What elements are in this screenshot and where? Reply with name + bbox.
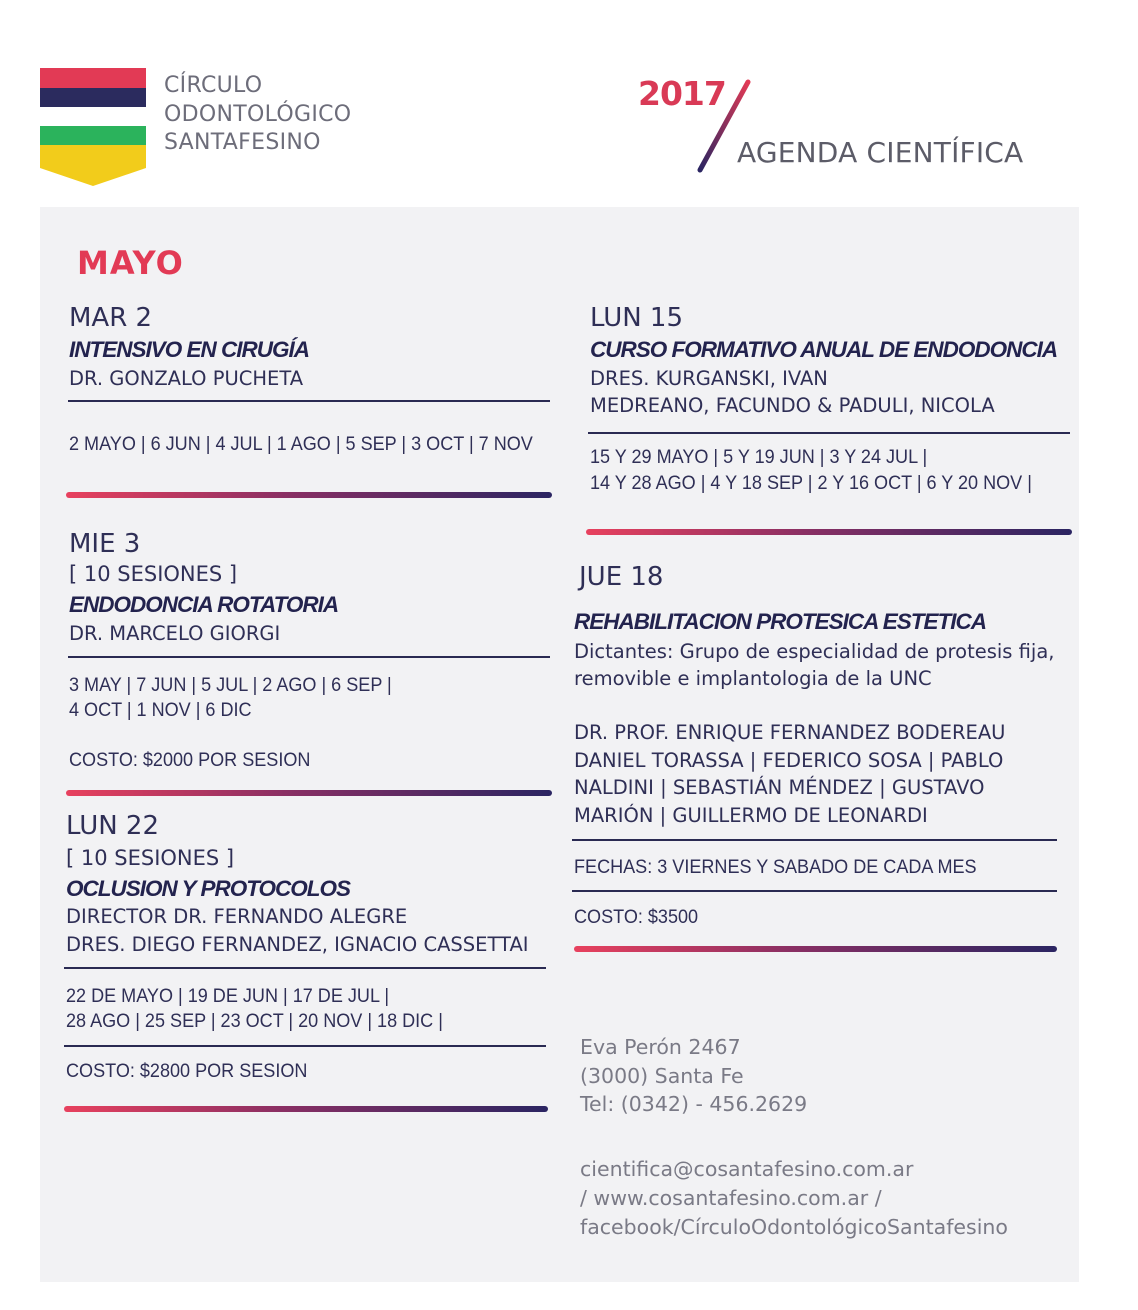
event-description: Dictantes: Grupo de especialidad de protesis fija, bbox=[574, 640, 1055, 663]
event-title: ENDODONCIA ROTATORIA bbox=[69, 592, 339, 617]
event-title: INTENSIVO EN CIRUGÍA bbox=[69, 337, 310, 362]
divider bbox=[68, 400, 550, 402]
divider bbox=[64, 967, 546, 969]
org-line-2: ODONTOLÓGICO bbox=[164, 101, 352, 127]
event-dates: 14 Y 28 AGO | 4 Y 18 SEP | 2 Y 16 OCT | 6 Y 20 NOV | bbox=[590, 473, 1032, 494]
event-dates: FECHAS: 3 VIERNES Y SABADO DE CADA MES bbox=[574, 857, 977, 878]
event-date: LUN 15 bbox=[590, 303, 684, 333]
year-label: 2017 bbox=[638, 74, 726, 113]
event-dates: 4 OCT | 1 NOV | 6 DIC bbox=[69, 700, 252, 721]
event-title: REHABILITACION PROTESICA ESTETICA bbox=[574, 609, 987, 634]
contact-phone: Tel: (0342) - 456.2629 bbox=[580, 1092, 808, 1116]
event-speaker: DANIEL TORASSA | FEDERICO SOSA | PABLO bbox=[574, 749, 1004, 772]
event-date: LUN 22 bbox=[66, 811, 160, 841]
event-speaker: DR. GONZALO PUCHETA bbox=[69, 367, 304, 390]
event-date: MIE 3 bbox=[69, 529, 141, 559]
contact-facebook[interactable]: facebook/CírculoOdontológicoSantafesino bbox=[580, 1215, 1008, 1239]
section-separator bbox=[586, 529, 1072, 535]
event-description: removible e implantologia de la UNC bbox=[574, 667, 932, 690]
event-dates: 15 Y 29 MAYO | 5 Y 19 JUN | 3 Y 24 JUL | bbox=[590, 447, 928, 468]
contact-address: Eva Perón 2467 bbox=[580, 1035, 741, 1059]
event-cost: COSTO: $2000 POR SESION bbox=[69, 750, 311, 771]
section-separator bbox=[66, 790, 552, 796]
event-speaker: DR. PROF. ENRIQUE FERNANDEZ BODEREAU bbox=[574, 721, 1006, 744]
event-sessions: [ 10 SESIONES ] bbox=[69, 562, 238, 586]
event-cost: COSTO: $3500 bbox=[574, 907, 699, 928]
section-separator bbox=[574, 946, 1057, 952]
event-title: CURSO FORMATIVO ANUAL DE ENDODONCIA bbox=[590, 337, 1058, 362]
divider bbox=[64, 1045, 546, 1047]
event-sessions: [ 10 SESIONES ] bbox=[66, 846, 235, 870]
event-cost: COSTO: $2800 POR SESION bbox=[66, 1061, 308, 1082]
organization-name bbox=[164, 72, 351, 158]
event-speaker: DRES. DIEGO FERNANDEZ, IGNACIO CASSETTAI bbox=[66, 933, 529, 956]
event-dates: 22 DE MAYO | 19 DE JUN | 17 DE JUL | bbox=[66, 986, 390, 1007]
event-speaker: MARIÓN | GUILLERMO DE LEONARDI bbox=[574, 804, 928, 827]
divider bbox=[68, 656, 550, 658]
event-speaker: DR. MARCELO GIORGI bbox=[69, 622, 281, 645]
section-separator bbox=[64, 1106, 548, 1112]
event-speaker: MEDREANO, FACUNDO & PADULI, NICOLA bbox=[590, 394, 995, 417]
event-dates: 28 AGO | 25 SEP | 23 OCT | 20 NOV | 18 DIC | bbox=[66, 1011, 443, 1032]
contact-email[interactable]: cientifica@cosantafesino.com.ar bbox=[580, 1157, 914, 1181]
divider bbox=[588, 432, 1070, 434]
contact-city: (3000) Santa Fe bbox=[580, 1064, 744, 1088]
contact-website[interactable]: / www.cosantafesino.com.ar / bbox=[580, 1186, 882, 1210]
event-speaker: DIRECTOR DR. FERNANDO ALEGRE bbox=[66, 905, 408, 928]
event-dates: 3 MAY | 7 JUN | 5 JUL | 2 AGO | 6 SEP | bbox=[69, 675, 392, 696]
month-heading: MAYO bbox=[77, 244, 184, 282]
agenda-title: AGENDA CIENTÍFICA bbox=[737, 136, 1024, 169]
divider bbox=[572, 890, 1057, 892]
org-line-3: SANTAFESINO bbox=[164, 130, 321, 155]
event-title: OCLUSION Y PROTOCOLOS bbox=[66, 876, 351, 901]
event-dates: 2 MAYO | 6 JUN | 4 JUL | 1 AGO | 5 SEP | 3 OCT | 7 NOV bbox=[69, 434, 533, 455]
event-date: MAR 2 bbox=[69, 303, 153, 333]
event-speaker: NALDINI | SEBASTIÁN MÉNDEZ | GUSTAVO bbox=[574, 776, 985, 799]
event-speaker: DRES. KURGANSKI, IVAN bbox=[590, 367, 828, 390]
logo-shield-icon bbox=[40, 68, 146, 186]
divider bbox=[572, 839, 1057, 841]
org-line-1: CÍRCULO bbox=[164, 73, 263, 98]
section-separator bbox=[66, 492, 552, 498]
event-date: JUE 18 bbox=[579, 562, 664, 592]
